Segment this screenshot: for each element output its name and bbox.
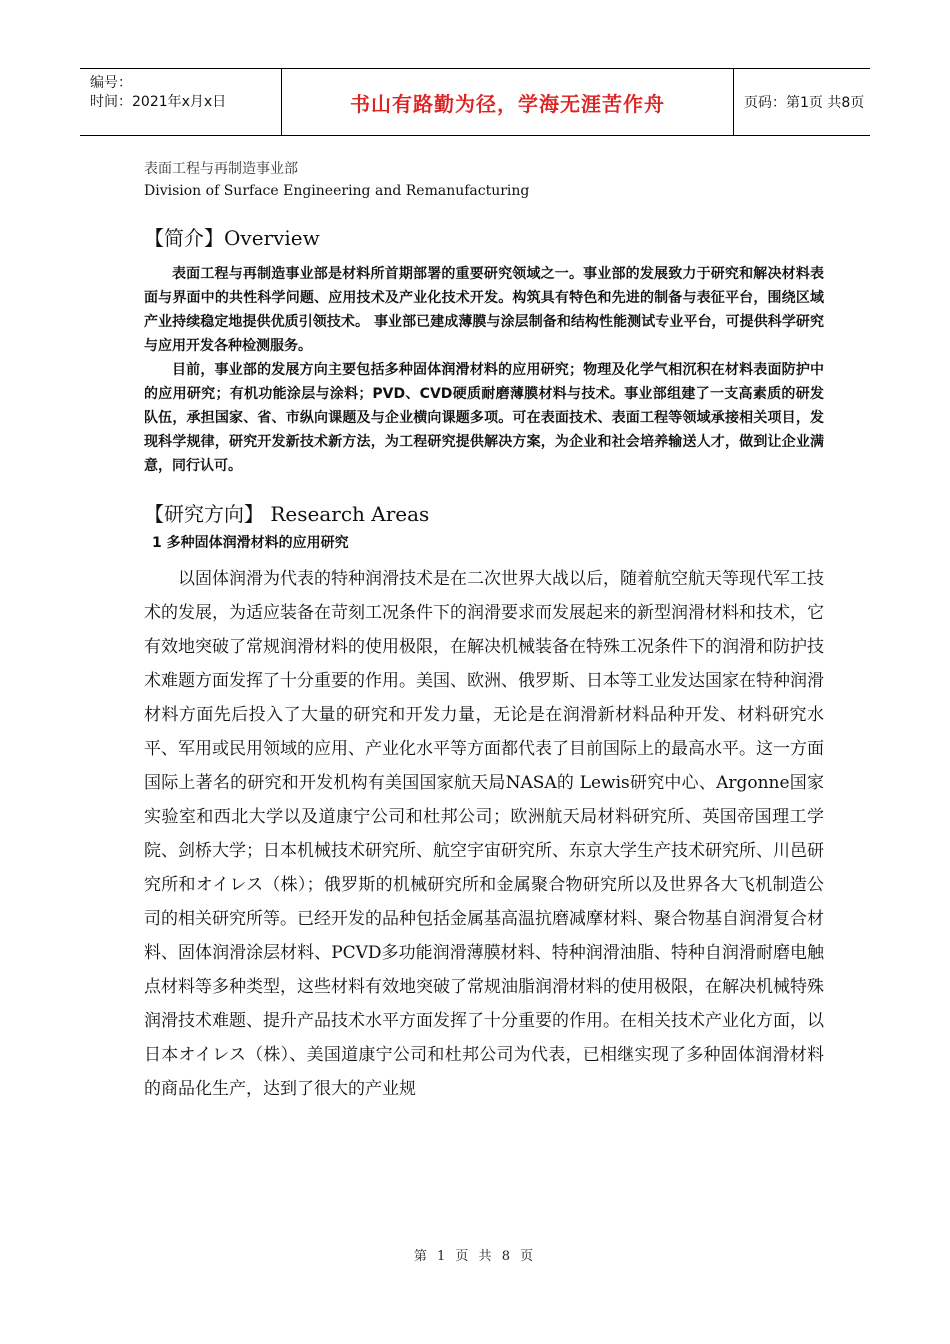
document-time: 时间：2021年x月x日 bbox=[90, 94, 227, 110]
research-section bbox=[144, 562, 824, 1106]
research-subheading: 1 多种固体润滑材料的应用研究 bbox=[152, 535, 349, 551]
header-page-info: 页码：第1页 共8页 bbox=[744, 95, 865, 111]
page-header bbox=[80, 68, 870, 136]
overview-heading: 【简介】Overview bbox=[144, 226, 320, 250]
overview-paragraph: 目前，事业部的发展方向主要包括多种固体润滑材料的应用研究；物理及化学气相沉积在材料表面防护中的应用研究；有机功能涂层与涂料；PVD、CVD硬质耐磨薄膜材料与技术。事业部组建了一支高素质的研发队伍，承担国家、省、市纵向课题及与企业横向课题多项。可在表面技术、表面工程等领域承接相关项目，发现科学规律，研究开发新技术新方法，为工程研究提供解决方案，为企业和社会培养输送人才，做到让企业满意，同行认可。 bbox=[144, 362, 824, 474]
overview-paragraph: 表面工程与再制造事业部是材料所首期部署的重要研究领域之一。事业部的发展致力于研究和解决材料表面与界面中的共性科学问题、应用技术及产业化技术开发。构筑具有特色和先进的制备与表征平台，围绕区域产业持续稳定地提供优质引领技术。 事业部已建成薄膜与涂层制备和结构性能测试专业平台，可提供科学研究与应用开发各种检测服务。 bbox=[144, 266, 824, 354]
department-name-cn: 表面工程与再制造事业部 bbox=[144, 161, 298, 177]
document-number-label: 编号： bbox=[90, 75, 132, 91]
research-paragraph: 以固体润滑为代表的特种润滑技术是在二次世界大战以后，随着航空航天等现代军工技术的发展，为适应装备在苛刻工况条件下的润滑要求而发展起来的新型润滑材料和技术，它有效地突破了常规润滑材料的使用极限，在解决机械装备在特殊工况条件下的润滑和防护技术难题方面发挥了十分重要的作用。美国、欧洲、俄罗斯、日本等工业发达国家在特种润滑材料方面先后投入了大量的研究和开发力量，无论是在润滑新材料品种开发、材料研究水平、军用或民用领域的应用、产业化水平等方面都代表了目前国际上的最高水平。这一方面国际上著名的研究和开发机构有美国国家航天局NASA的 Lewis研究中心、Argonne国家实验室和西北大学以及道康宁公司和杜邦公司；欧洲航天局材料研究所、英国帝国理工学院、剑桥大学；日本机械技术研究所、航空宇宙研究所、东京大学生产技术研究所、川邑研究所和オイレス（株）；俄罗斯的机械研究所和金属聚合物研究所以及世界各大飞机制造公司的相关研究所等。已经开发的品种包括金属基高温抗磨减摩材料、聚合物基自润滑复合材料、固体润滑涂层材料、PCVD多功能润滑薄膜材料、特种润滑油脂、特种自润滑耐磨电触点材料等多种类型，这些材料有效地突破了常规油脂润滑材料的使用极限，在解决机械特殊润滑技术难题、提升产品技术水平方面发挥了十分重要的作用。在相关技术产业化方面，以日本オイレス（株）、美国道康宁公司和杜邦公司为代表，已相继实现了多种固体润滑材料的商品化生产，达到了很大的产业规 bbox=[144, 569, 824, 1099]
page-footer: 第 1 页 共 8 页 bbox=[413, 1249, 537, 1264]
header-motto: 书山有路勤为径，学海无涯苦作舟 bbox=[282, 69, 734, 135]
department-name-en: Division of Surface Engineering and Remanufacturing bbox=[144, 183, 530, 199]
overview-section bbox=[144, 262, 824, 478]
header-meta bbox=[80, 69, 282, 135]
research-heading: 【研究方向】 Research Areas bbox=[144, 502, 430, 526]
document-body bbox=[144, 158, 824, 1106]
